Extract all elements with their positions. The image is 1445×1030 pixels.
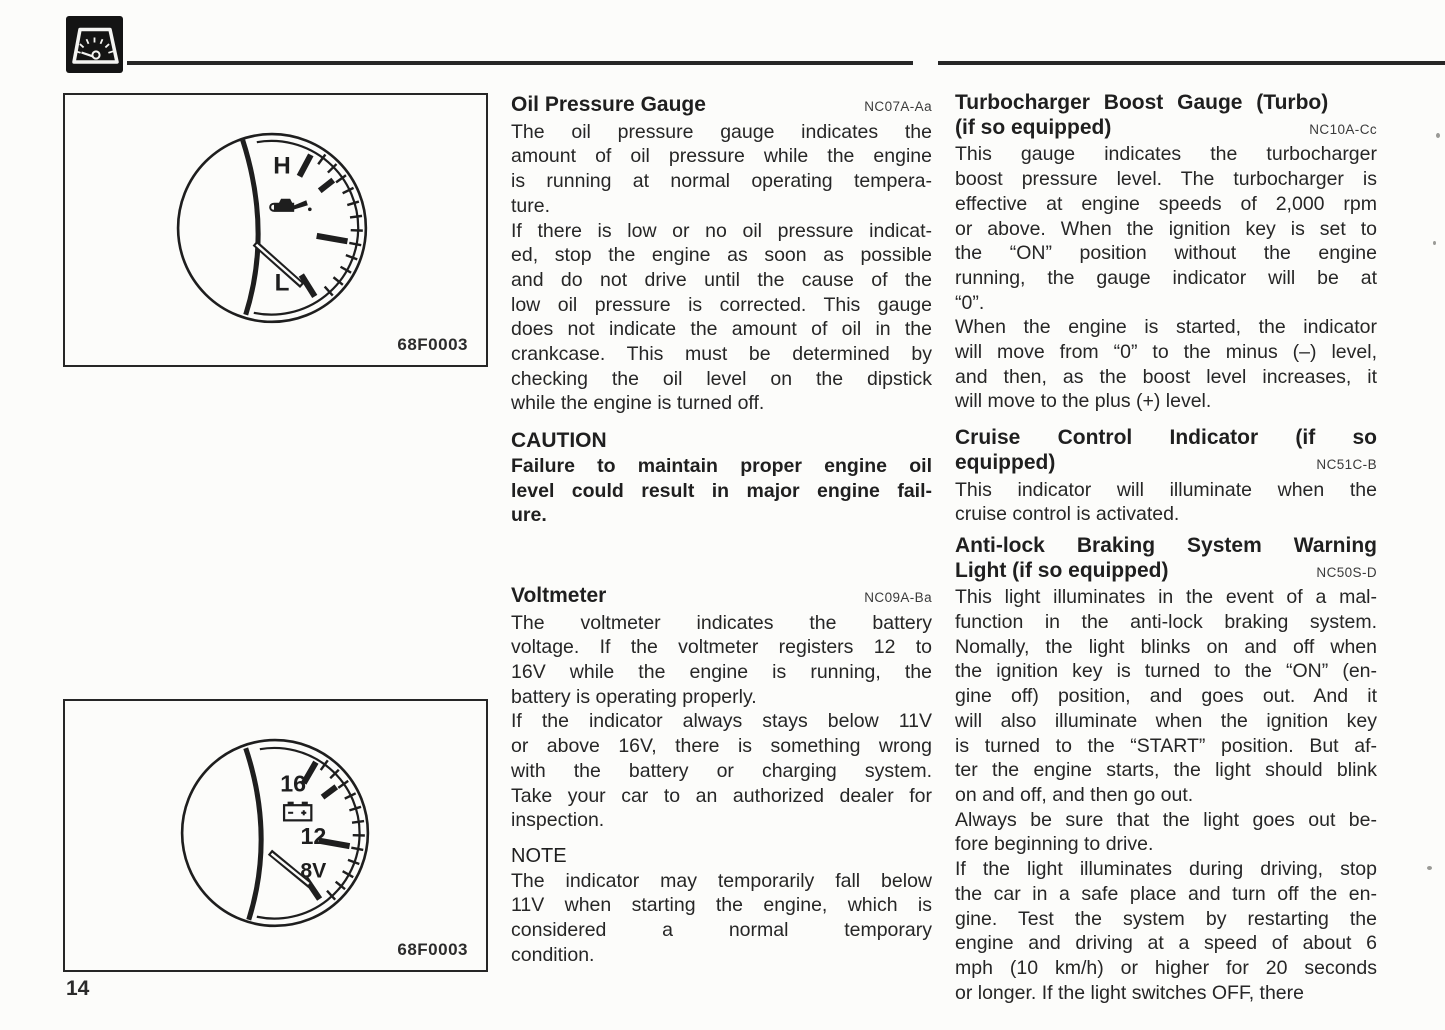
caution-heading: CAUTION <box>511 429 607 453</box>
text-line: checking the oil level on the dipstick <box>511 367 932 390</box>
section-heading: Voltmeter <box>511 583 607 607</box>
text-line: running, the gauge indicator will be at <box>955 266 1377 289</box>
gauge-bezel <box>182 740 368 926</box>
figure-code: 68F0003 <box>397 940 468 959</box>
header-rule-left <box>127 61 913 65</box>
section-voltmeter <box>511 584 932 833</box>
body-paragraph <box>955 142 1377 315</box>
text-line: the “ON” position without the engine <box>955 242 1377 265</box>
gauge-bezel <box>178 134 366 322</box>
text-line: the ignition key is turned to the “ON” (en- <box>955 660 1377 683</box>
text-line: If the indicator always stays below 11V <box>511 710 932 733</box>
text-line: gine off) position, and goes out. And it <box>955 685 1377 708</box>
section-code: NC07A-Aa <box>864 99 932 114</box>
gauge-crescent <box>246 748 261 920</box>
text-line: 16V while the engine is running, the <box>511 661 932 684</box>
section-oil-pressure-gauge <box>511 93 932 416</box>
text-line: 11V when starting the engine, which is <box>511 894 932 917</box>
text-line: boost pressure level. The turbocharger is <box>955 168 1377 191</box>
text-line: crankcase. This must be determined by <box>511 343 932 366</box>
text-line: Always be sure that the light goes out be- <box>955 808 1377 831</box>
section-heading-line2: Light (if so equipped) <box>955 558 1169 582</box>
text-line: This light illuminates in the event of a mal- <box>955 586 1377 609</box>
text-line: low oil pressure is corrected. This gauge <box>511 293 932 316</box>
text-line: function in the anti-lock braking system. <box>955 611 1377 634</box>
body-paragraph <box>955 315 1377 414</box>
text-line: engine and driving at a speed of about 6 <box>955 932 1377 955</box>
text-line: with the battery or charging system. <box>511 759 932 782</box>
text-line: considered a normal temporary <box>511 919 932 942</box>
text-line: Nomally, the light blinks on and off when <box>955 635 1377 658</box>
text-line: voltage. If the voltmeter registers 12 to <box>511 636 932 659</box>
gauge-high-label: H <box>273 152 291 180</box>
text-line: or above 16V, there is something wrong <box>511 735 932 758</box>
text-line: “0”. <box>955 291 985 314</box>
note-paragraph <box>511 869 932 968</box>
body-paragraph <box>511 709 932 833</box>
middle-column <box>511 93 932 968</box>
text-line: The oil pressure gauge indicates the <box>511 120 932 143</box>
text-line: cruise control is activated. <box>955 503 1180 526</box>
oil-pressure-gauge-figure <box>63 93 488 367</box>
gauge-crescent <box>243 140 258 315</box>
scan-speck <box>1433 241 1436 245</box>
section-heading-line2: equipped) <box>955 450 1056 474</box>
text-line: will move from “0” to the minus (–) level, <box>955 341 1377 364</box>
voltmeter-figure <box>63 699 488 972</box>
section-heading-line1: Anti-lock Braking System Warning <box>955 533 1377 557</box>
text-line: or longer. If the light switches OFF, there <box>955 981 1304 1004</box>
text-line: The voltmeter indicates the battery <box>511 611 932 634</box>
text-line: effective at engine speeds of 2,000 rpm <box>955 192 1377 215</box>
text-line: will move to the plus (+) level. <box>955 390 1212 413</box>
section-caution <box>511 429 932 528</box>
text-line: If the light illuminates during driving, stop <box>955 858 1377 881</box>
body-paragraph <box>955 585 1377 807</box>
text-line: inspection. <box>511 809 605 832</box>
text-line: The indicator may temporarily fall below <box>511 869 932 892</box>
text-line: while the engine is turned off. <box>511 392 765 415</box>
right-column <box>955 91 1377 1005</box>
text-line: amount of oil pressure while the engine <box>511 145 932 168</box>
text-line: ter the engine starts, the light should blink <box>955 759 1377 782</box>
section-note <box>511 844 932 968</box>
body-paragraph <box>955 808 1377 857</box>
text-line: and then, as the boost level increases, it <box>955 365 1377 388</box>
body-paragraph <box>511 611 932 710</box>
gauge-8v-label: 8V <box>300 859 327 883</box>
text-line: the car in a safe place and turn off the en- <box>955 882 1377 905</box>
battery-icon <box>284 802 311 821</box>
text-line: on and off, and then go out. <box>955 783 1194 806</box>
text-line: or above. When the ignition key is set to <box>955 217 1377 240</box>
text-line: This gauge indicates the turbocharger <box>955 143 1377 166</box>
text-line: is running at normal operating tempera- <box>511 170 932 193</box>
gauge-12-label: 12 <box>300 823 327 850</box>
text-line: gine. Test the system by restarting the <box>955 907 1377 930</box>
text-line: Failure to maintain proper engine oil <box>511 454 932 477</box>
instrument-cluster-icon <box>66 16 123 73</box>
section-code: NC50S-D <box>1316 564 1377 580</box>
gauge-16-label: 16 <box>280 770 307 797</box>
scan-speck <box>1436 133 1440 138</box>
gauge-low-label: L <box>274 269 290 297</box>
text-line: battery is operating properly. <box>511 685 757 708</box>
note-heading: NOTE <box>511 844 567 867</box>
section-abs-warning-light <box>955 534 1377 1005</box>
text-line: and do not drive until the cause of the <box>511 268 932 291</box>
header-rule-right <box>938 61 1445 65</box>
text-line: condition. <box>511 943 595 966</box>
body-paragraph <box>955 478 1377 527</box>
text-line: ed, stop the engine as soon as possible <box>511 244 932 267</box>
section-code: NC51C-B <box>1316 456 1377 472</box>
text-line: fore beginning to drive. <box>955 833 1154 856</box>
section-code: NC10A-Cc <box>1309 121 1377 137</box>
text-line: This indicator will illuminate when the <box>955 478 1377 501</box>
scan-speck <box>1427 866 1432 870</box>
section-heading: Oil Pressure Gauge <box>511 93 706 116</box>
figure-code: 68F0003 <box>397 335 468 354</box>
text-line: When the engine is started, the indicator <box>955 316 1377 339</box>
section-heading-line1: Turbocharger Boost Gauge (Turbo) <box>955 91 1329 114</box>
page-number: 14 <box>66 977 90 1000</box>
text-line: mph (10 km/h) or higher for 20 seconds <box>955 956 1377 979</box>
oil-can-icon <box>270 199 311 212</box>
text-line: is turned to the “START” position. But af- <box>955 734 1377 757</box>
body-paragraph <box>955 857 1377 1005</box>
section-heading-line1: Cruise Control Indicator (if so <box>955 426 1377 450</box>
text-line: will also illuminate when the ignition key <box>955 709 1377 732</box>
text-line: level could result in major engine fail- <box>511 479 932 502</box>
text-line: Take your car to an authorized dealer for <box>511 784 932 807</box>
section-heading-line2: (if so equipped) <box>955 115 1112 139</box>
section-turbo-boost-gauge <box>955 91 1377 414</box>
body-paragraph <box>511 219 932 417</box>
section-cruise-control-indicator <box>955 426 1377 527</box>
text-line: ture. <box>511 194 551 217</box>
text-line: ure. <box>511 504 547 527</box>
section-code: NC09A-Ba <box>864 589 932 605</box>
text-line: If there is low or no oil pressure indicat- <box>511 219 932 242</box>
body-paragraph <box>511 120 932 219</box>
text-line: does not indicate the amount of oil in the <box>511 318 932 341</box>
caution-paragraph <box>511 454 932 528</box>
